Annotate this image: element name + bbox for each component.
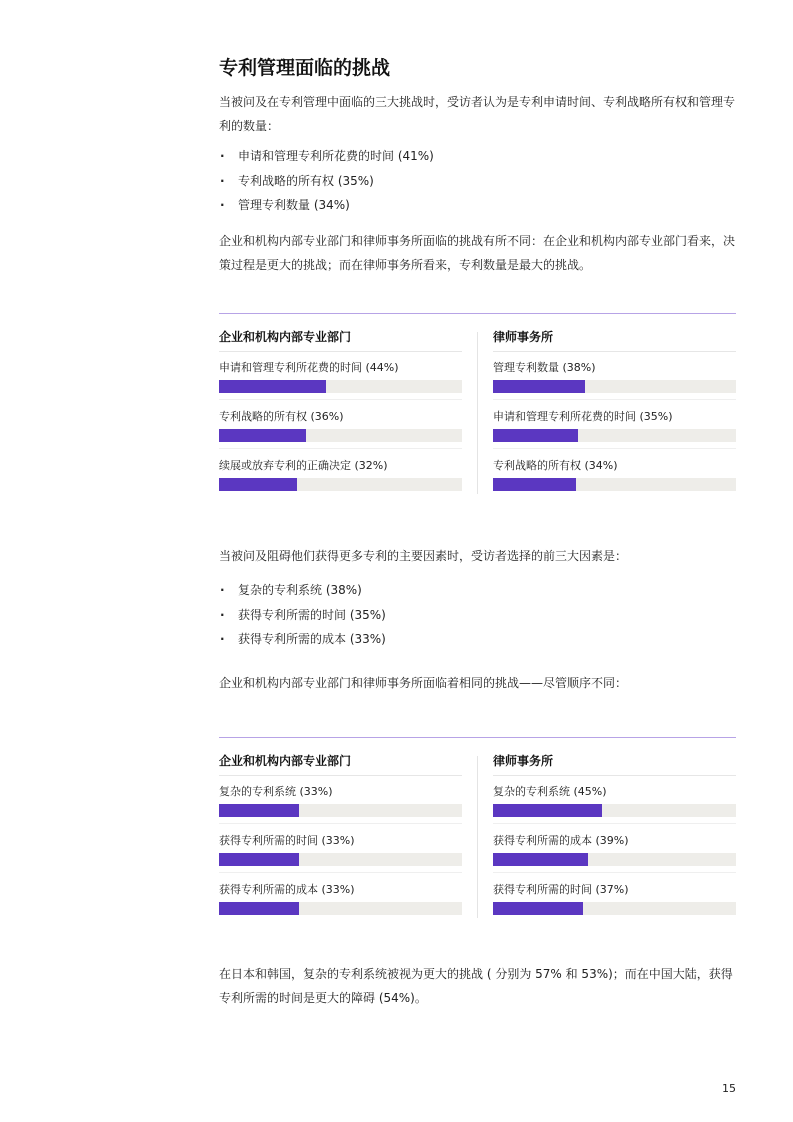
list-item: · 专利战略的所有权 (35%) <box>219 169 434 194</box>
bar-item <box>219 825 462 874</box>
bar-label: 申请和管理专利所花费的时间 (35%) <box>493 410 673 423</box>
bar-item <box>493 450 736 499</box>
bar-item <box>493 874 736 923</box>
bullet-icon: · <box>220 173 225 188</box>
bar-item <box>219 352 462 401</box>
bar-fill <box>219 478 297 491</box>
bar-item <box>219 776 462 825</box>
bar-track <box>493 902 736 915</box>
bar-item <box>219 874 462 923</box>
bullet-icon: · <box>220 583 225 597</box>
bar-label: 复杂的专利系统 (33%) <box>219 785 333 798</box>
list-item: · 管理专利数量 (34%) <box>219 193 434 218</box>
comparison-paragraph: 企业和机构内部专业部门和律师事务所面临的挑战有所不同：在企业和机构内部专业部门看来，决策过程是更大的挑战；而在律师事务所看来，专利数量是最大的挑战。 <box>219 234 736 272</box>
barriers-list <box>219 578 386 652</box>
bullet-icon: · <box>220 198 225 212</box>
list-item: · 申请和管理专利所花费的时间 (41%) <box>219 144 434 169</box>
page-number: 15 <box>722 1082 736 1095</box>
bar-track <box>219 429 462 442</box>
bar-track <box>219 853 462 866</box>
bar-fill <box>219 380 326 393</box>
bar-fill <box>493 380 585 393</box>
list-item: · 获得专利所需的时间 (35%) <box>219 603 386 628</box>
column-divider <box>477 332 478 494</box>
column-heading: 企业和机构内部专业部门 <box>219 330 352 344</box>
bar-item <box>219 401 462 450</box>
challenges-list <box>219 144 434 218</box>
bar-track <box>493 380 736 393</box>
bar-track <box>219 478 462 491</box>
column-heading: 律师事务所 <box>493 754 554 768</box>
bar-track <box>219 804 462 817</box>
bar-fill <box>219 853 299 866</box>
page-title: 专利管理面临的挑战 <box>219 57 391 79</box>
bar-label: 获得专利所需的成本 (39%) <box>493 834 629 847</box>
barriers-paragraph: 当被问及阻碍他们获得更多专利的主要因素时，受访者选择的前三大因素是： <box>219 549 628 563</box>
bar-label: 获得专利所需的时间 (33%) <box>219 834 355 847</box>
column-divider <box>477 756 478 918</box>
bar-item <box>219 450 462 499</box>
bar-track <box>493 853 736 866</box>
bar-item <box>493 825 736 874</box>
bar-item <box>493 776 736 825</box>
bar-track <box>219 902 462 915</box>
bar-label: 获得专利所需的时间 (37%) <box>493 883 629 896</box>
bullet-icon: · <box>220 149 225 163</box>
bar-fill <box>493 853 588 866</box>
challenges-comparison-panel <box>219 313 736 499</box>
intro-paragraph: 当被问及在专利管理中面临的三大挑战时，受访者认为是专利申请时间、专利战略所有权和管理专利的数量： <box>219 95 736 133</box>
bar-track <box>493 429 736 442</box>
regional-paragraph: 在日本和韩国，复杂的专利系统被视为更大的挑战 ( 分别为 57% 和 53%)；而在中国大陆，获得专利所需的时间是更大的障碍 (54%)。 <box>219 967 733 1005</box>
bar-track <box>219 380 462 393</box>
barriers-comparison-panel <box>219 737 736 923</box>
bar-item <box>493 352 736 401</box>
bar-label: 专利战略的所有权 (36%) <box>219 410 344 423</box>
bar-label: 管理专利数量 (38%) <box>493 361 596 374</box>
same-challenges-paragraph: 企业和机构内部专业部门和律师事务所面临着相同的挑战——尽管顺序不同： <box>219 676 628 690</box>
list-item: · 获得专利所需的成本 (33%) <box>219 627 386 652</box>
bar-label: 申请和管理专利所花费的时间 (44%) <box>219 361 399 374</box>
bar-fill <box>493 429 578 442</box>
bar-fill <box>493 902 583 915</box>
bullet-icon: · <box>220 607 225 622</box>
bar-fill <box>219 804 299 817</box>
bar-item <box>493 401 736 450</box>
bullet-icon: · <box>220 632 225 646</box>
bar-fill <box>219 429 306 442</box>
column-heading: 企业和机构内部专业部门 <box>219 754 352 768</box>
column-heading: 律师事务所 <box>493 330 554 344</box>
bar-fill <box>493 478 576 491</box>
bar-label: 续展或放弃专利的正确决定 (32%) <box>219 459 388 472</box>
bar-label: 复杂的专利系统 (45%) <box>493 785 607 798</box>
bar-track <box>493 804 736 817</box>
bar-label: 专利战略的所有权 (34%) <box>493 459 618 472</box>
bar-track <box>493 478 736 491</box>
bar-fill <box>493 804 602 817</box>
bar-fill <box>219 902 299 915</box>
bar-label: 获得专利所需的成本 (33%) <box>219 883 355 896</box>
list-item: · 复杂的专利系统 (38%) <box>219 578 386 603</box>
